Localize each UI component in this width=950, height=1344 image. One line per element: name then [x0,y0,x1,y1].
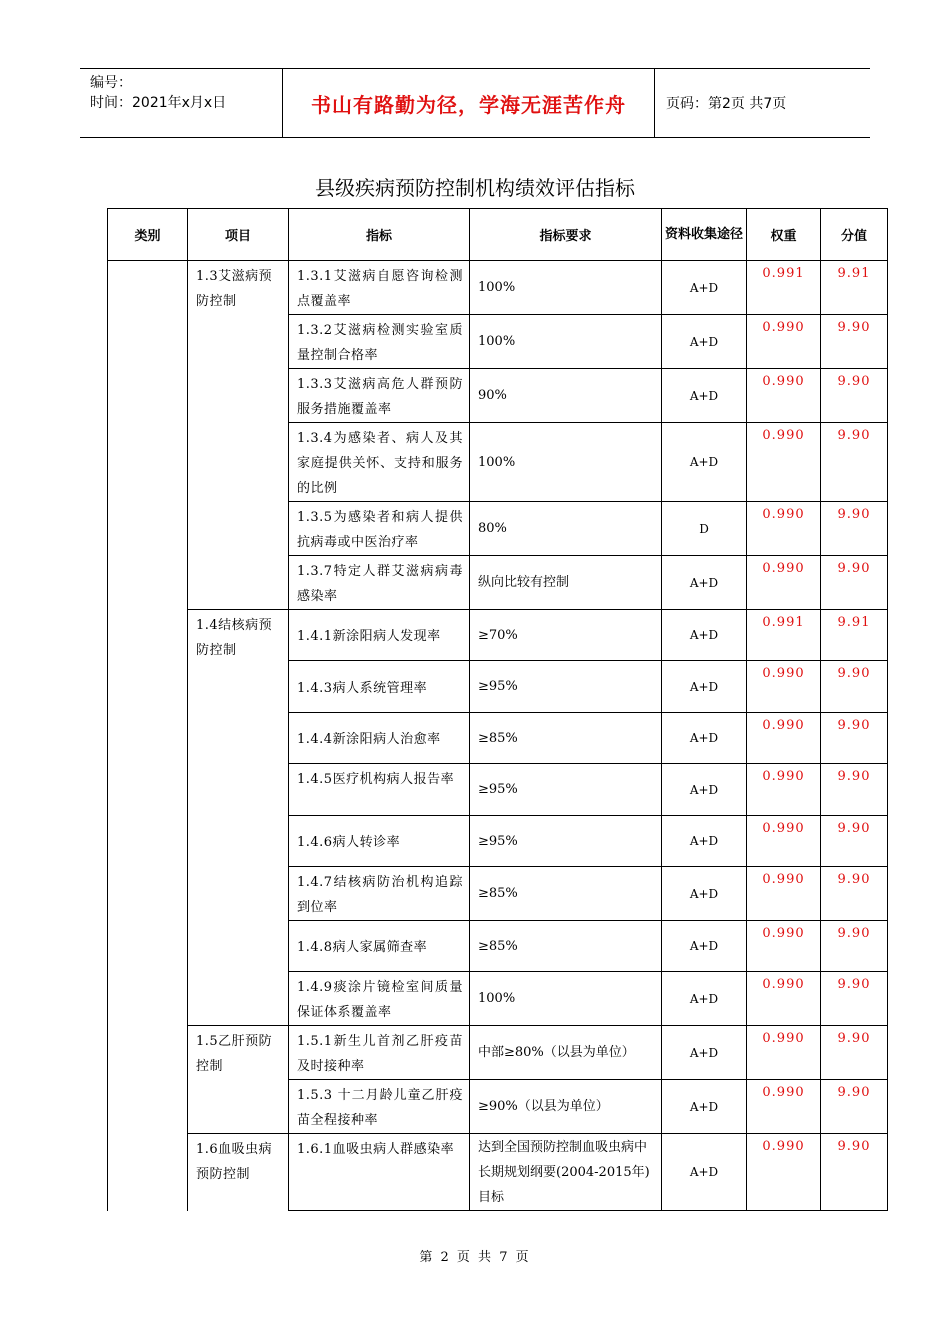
indicator-cell: 1.3.1艾滋病自愿咨询检测点覆盖率 [289,261,470,315]
score-cell: 9.91 [821,261,888,315]
source-cell: A+D [662,556,747,610]
header-requirement: 指标要求 [470,209,662,261]
source-cell: A+D [662,972,747,1026]
page-footer: 第 2 页 共 7 页 [419,1250,531,1265]
header-time-label: 时间：2021年x月x日 [90,95,227,111]
weight-cell: 0.990 [747,556,821,610]
indicator-cell: 1.3.2艾滋病检测实验室质量控制合格率 [289,315,470,369]
source-cell: A+D [662,661,747,713]
header-project: 项目 [188,209,289,261]
requirement-cell: ≥85% [470,713,662,764]
weight-cell: 0.990 [747,816,821,867]
indicator-cell: 1.4.8病人家属筛查率 [289,921,470,972]
score-cell: 9.90 [821,972,888,1026]
score-cell: 9.90 [821,1026,888,1080]
weight-cell: 0.990 [747,369,821,423]
score-cell: 9.90 [821,556,888,610]
source-cell: A+D [662,867,747,921]
requirement-cell: ≥85% [470,867,662,921]
indicator-cell: 1.4.5医疗机构病人报告率 [289,764,470,816]
weight-cell: 0.990 [747,972,821,1026]
table-body [108,261,888,1211]
requirement-cell: 100% [470,315,662,369]
score-cell: 9.91 [821,610,888,661]
indicator-table [107,208,888,1211]
source-cell: A+D [662,261,747,315]
score-cell: 9.90 [821,423,888,502]
header-source: 资料收集途径 [662,209,747,261]
project-cell: 1.6血吸虫病预防控制 [188,1134,289,1211]
weight-cell: 0.990 [747,1134,821,1211]
requirement-cell: ≥95% [470,816,662,867]
source-cell: A+D [662,610,747,661]
indicator-cell: 1.3.7特定人群艾滋病病毒感染率 [289,556,470,610]
indicator-cell: 1.5.1新生儿首剂乙肝疫苗及时接种率 [289,1026,470,1080]
table-header-row [108,209,888,261]
indicator-cell: 1.3.5为感染者和病人提供抗病毒或中医治疗率 [289,502,470,556]
header-divider [654,69,655,137]
header-meta [90,73,226,113]
header-motto: 书山有路勤为径，学海无涯苦作舟 [311,92,626,117]
weight-cell: 0.991 [747,610,821,661]
header-page-label: 页码：第2页 共7页 [666,96,787,112]
indicator-cell: 1.3.4为感染者、病人及其家庭提供关怀、支持和服务的比例 [289,423,470,502]
indicator-cell: 1.4.4新涂阳病人治愈率 [289,713,470,764]
requirement-cell: 100% [470,261,662,315]
indicator-cell: 1.5.3 十二月龄儿童乙肝疫苗全程接种率 [289,1080,470,1134]
source-cell: A+D [662,1026,747,1080]
score-cell: 9.90 [821,502,888,556]
source-cell: A+D [662,764,747,816]
requirement-cell: ≥70% [470,610,662,661]
requirement-cell: ≥95% [470,661,662,713]
source-cell: A+D [662,816,747,867]
source-cell: A+D [662,1134,747,1211]
header-weight: 权重 [747,209,821,261]
score-cell: 9.90 [821,1080,888,1134]
project-cell: 1.3艾滋病预防控制 [188,261,289,610]
source-cell: A+D [662,315,747,369]
requirement-cell: 90% [470,369,662,423]
weight-cell: 0.990 [747,502,821,556]
indicator-cell: 1.4.6病人转诊率 [289,816,470,867]
indicator-cell: 1.6.1血吸虫病人群感染率 [289,1134,470,1211]
requirement-cell: ≥90%（以县为单位） [470,1080,662,1134]
source-cell: D [662,502,747,556]
requirement-cell: ≥85% [470,921,662,972]
score-cell: 9.90 [821,816,888,867]
project-cell: 1.5乙肝预防控制 [188,1026,289,1134]
indicator-cell: 1.4.9痰涂片镜检室间质量保证体系覆盖率 [289,972,470,1026]
requirement-cell: 80% [470,502,662,556]
project-cell: 1.4结核病预防控制 [188,610,289,1026]
weight-cell: 0.990 [747,921,821,972]
requirement-cell: 纵向比较有控制 [470,556,662,610]
document-header [80,68,870,138]
weight-cell: 0.990 [747,867,821,921]
header-number-label: 编号： [90,75,132,91]
indicator-cell: 1.4.3病人系统管理率 [289,661,470,713]
indicator-cell: 1.4.1新涂阳病人发现率 [289,610,470,661]
requirement-cell: ≥95% [470,764,662,816]
source-cell: A+D [662,713,747,764]
source-cell: A+D [662,921,747,972]
weight-cell: 0.990 [747,1026,821,1080]
weight-cell: 0.990 [747,1080,821,1134]
weight-cell: 0.991 [747,261,821,315]
header-score: 分值 [821,209,888,261]
weight-cell: 0.990 [747,764,821,816]
score-cell: 9.90 [821,661,888,713]
source-cell: A+D [662,369,747,423]
table-row [108,1026,888,1080]
indicator-cell: 1.4.7结核病防治机构追踪到位率 [289,867,470,921]
source-cell: A+D [662,1080,747,1134]
score-cell: 9.90 [821,1134,888,1211]
score-cell: 9.90 [821,921,888,972]
table-row [108,261,888,315]
score-cell: 9.90 [821,867,888,921]
weight-cell: 0.990 [747,713,821,764]
document-title: 县级疾病预防控制机构绩效评估指标 [315,176,635,200]
source-cell: A+D [662,423,747,502]
score-cell: 9.90 [821,764,888,816]
weight-cell: 0.990 [747,315,821,369]
category-cell [108,261,188,1211]
weight-cell: 0.990 [747,423,821,502]
score-cell: 9.90 [821,713,888,764]
score-cell: 9.90 [821,315,888,369]
requirement-cell: 中部≥80%（以县为单位） [470,1026,662,1080]
indicator-cell: 1.3.3艾滋病高危人群预防服务措施覆盖率 [289,369,470,423]
requirement-cell: 达到全国预防控制血吸虫病中长期规划纲要(2004-2015年)目标 [470,1134,662,1211]
requirement-cell: 100% [470,972,662,1026]
score-cell: 9.90 [821,369,888,423]
requirement-cell: 100% [470,423,662,502]
table-row [108,1134,888,1211]
header-category: 类别 [108,209,188,261]
header-indicator: 指标 [289,209,470,261]
table-row [108,610,888,661]
weight-cell: 0.990 [747,661,821,713]
